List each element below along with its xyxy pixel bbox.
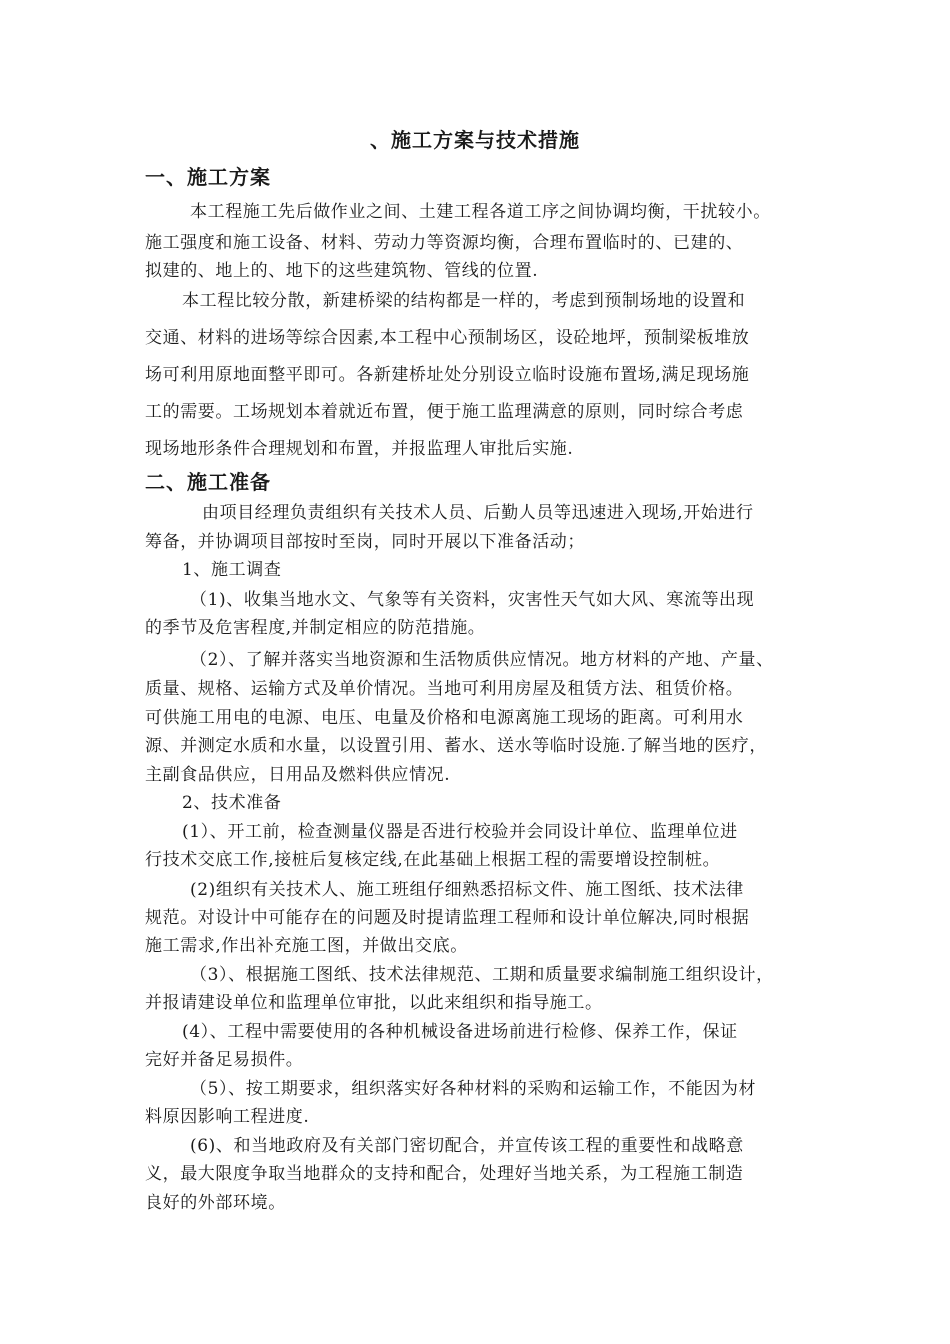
document-title: 、施工方案与技术措施 xyxy=(370,128,580,152)
paragraph-line: 筹备，并协调项目部按时至岗，同时开展以下准备活动； xyxy=(145,532,585,552)
paragraph-line: 义，最大限度争取当地群众的支持和配合，处理好当地关系，为工程施工制造 xyxy=(145,1164,744,1184)
paragraph-line: 本工程施工先后做作业之间、土建工程各道工序之间协调均衡，干扰较小。 xyxy=(190,202,771,222)
paragraph-line: 场可利用原地面整平即可。各新建桥址处分别设立临时设施布置场,满足现场施 xyxy=(145,365,750,385)
paragraph-line: 源、并测定水质和水量，以设置引用、蓄水、送水等临时设施.了解当地的医疗， xyxy=(145,736,768,756)
paragraph-line: 工的需要。工场规划本着就近布置，便于施工监理满意的原则，同时综合考虑 xyxy=(145,402,744,422)
paragraph-line: 交通、材料的进场等综合因素,本工程中心预制场区，设砼地坪，预制梁板堆放 xyxy=(145,328,750,348)
paragraph-line: 料原因影响工程进度. xyxy=(145,1107,310,1127)
paragraph-line: 现场地形条件合理规划和布置，并报监理人审批后实施. xyxy=(145,439,574,459)
section-heading-construction-preparation: 二、施工准备 xyxy=(145,470,271,494)
paragraph-line: (2)组织有关技术人、施工班组仔细熟悉招标文件、施工图纸、技术法律 xyxy=(190,880,744,900)
section-heading-construction-plan: 一、施工方案 xyxy=(145,165,271,189)
paragraph-line: 可供施工用电的电源、电压、电量及价格和电源离施工现场的距离。可利用水 xyxy=(145,708,744,728)
paragraph-line: 的季节及危害程度,并制定相应的防范措施。 xyxy=(145,618,486,638)
paragraph-line: 由项目经理负责组织有关技术人员、后勤人员等迅速进入现场,开始进行 xyxy=(202,503,754,523)
paragraph-line: 行技术交底工作,接桩后复核定线,在此基础上根据工程的需要增设控制桩。 xyxy=(145,850,721,870)
paragraph-line: 完好并备足易损件。 xyxy=(145,1050,304,1070)
paragraph-line: 施工强度和施工设备、材料、劳动力等资源均衡，合理布置临时的、已建的、 xyxy=(145,233,744,253)
paragraph-line: 本工程比较分散，新建桥梁的结构都是一样的，考虑到预制场地的设置和 xyxy=(182,291,746,311)
paragraph-line: (1）、开工前，检查测量仪器是否进行校验并会同设计单位、监理单位进 xyxy=(182,822,738,842)
paragraph-line: （5）、按工期要求，组织落实好各种材料的采购和运输工作，不能因为材 xyxy=(190,1079,757,1099)
paragraph-line: （1)、收集当地水文、气象等有关资料，灾害性天气如大风、寒流等出现 xyxy=(190,590,755,610)
subsection-heading: 2、技术准备 xyxy=(182,793,282,813)
paragraph-line: 质量、规格、运输方式及单价情况。当地可利用房屋及租赁方法、租赁价格。 xyxy=(145,679,744,699)
paragraph-line: 施工需求,作出补充施工图，并做出交底。 xyxy=(145,936,468,956)
subsection-heading: 1、施工调查 xyxy=(182,560,282,580)
paragraph-line: 主副食品供应，日用品及燃料供应情况. xyxy=(145,765,451,785)
paragraph-line: (4）、工程中需要使用的各种机械设备进场前进行检修、保养工作，保证 xyxy=(182,1022,738,1042)
paragraph-line: (6)、和当地政府及有关部门密切配合，并宣传该工程的重要性和战略意 xyxy=(190,1136,744,1156)
paragraph-line: 拟建的、地上的、地下的这些建筑物、管线的位置. xyxy=(145,261,539,281)
paragraph-line: 规范。对设计中可能存在的问题及时提请监理工程师和设计单位解决,同时根据 xyxy=(145,908,750,928)
paragraph-line: 良好的外部环境。 xyxy=(145,1193,286,1213)
paragraph-line: 并报请建设单位和监理单位审批，以此来组织和指导施工。 xyxy=(145,993,603,1013)
paragraph-line: （2）、了解并落实当地资源和生活物质供应情况。地方材料的产地、产量、 xyxy=(190,650,774,670)
paragraph-line: （3）、根据施工图纸、技术法律规范、工期和质量要求编制施工组织设计， xyxy=(190,965,774,985)
